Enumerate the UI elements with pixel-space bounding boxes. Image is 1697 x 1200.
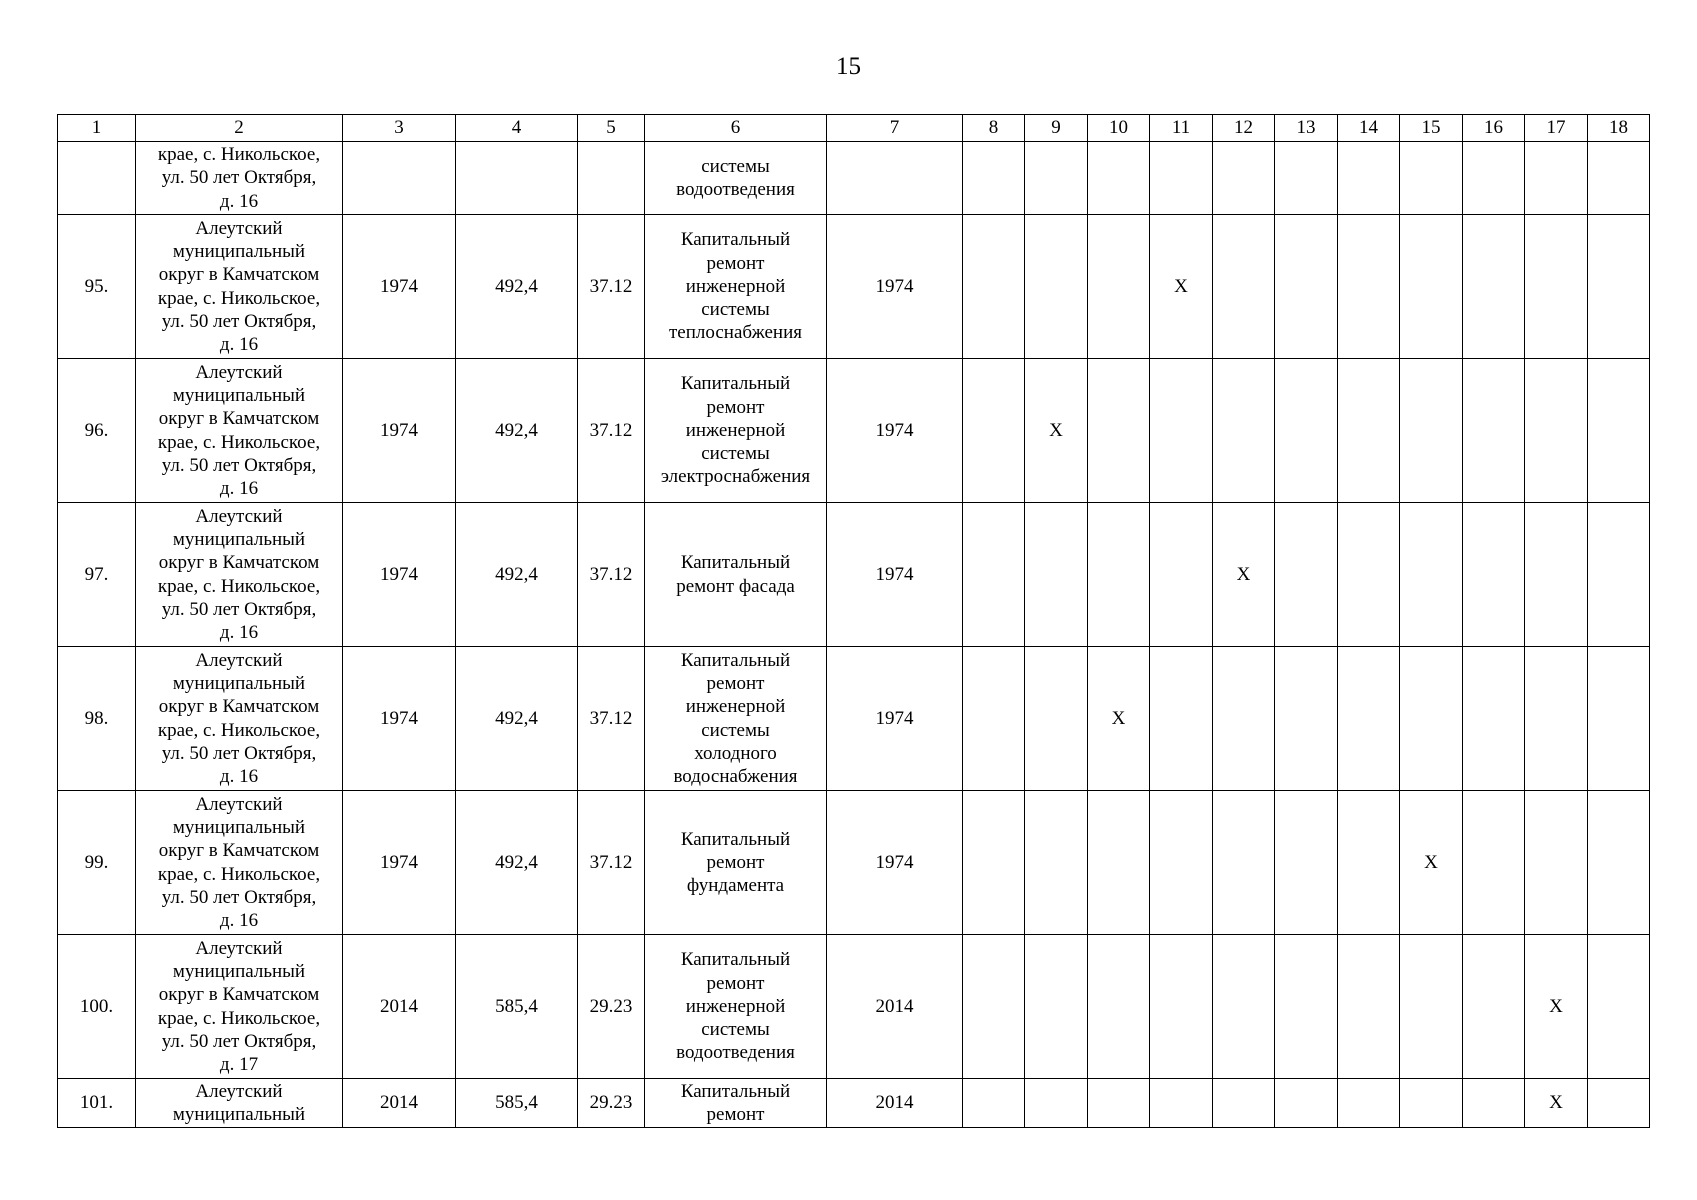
area-cell [456, 935, 578, 1079]
build-year-cell-text: 1974 [380, 419, 418, 441]
period-cell [1275, 503, 1338, 647]
period-cell [1463, 1079, 1525, 1128]
period-cell [1338, 1079, 1400, 1128]
period-mark: X [1111, 707, 1126, 729]
address-cell [136, 359, 343, 503]
year-cell-text: 1974 [875, 419, 914, 441]
work-type-cell-text: Капитальный ремонт фундамента [680, 828, 791, 897]
row-number-cell [58, 359, 136, 503]
address-cell-text: Алеутский муниципальный округ в Камчатском крае, с. Никольское, ул. 50 лет Октября, д. 16 [157, 505, 321, 643]
work-type-cell [645, 359, 827, 503]
period-mark: X [1174, 275, 1188, 297]
period-cell [1588, 215, 1650, 359]
header-cell: 8 [963, 115, 1025, 142]
period-cell [1025, 215, 1088, 359]
code-cell [578, 359, 645, 503]
address-cell-text: Алеутский муниципальный округ в Камчатском крае, с. Никольское, ул. 50 лет Октября, д. 16 [157, 361, 321, 499]
area-cell [456, 503, 578, 647]
period-cell [1025, 791, 1088, 935]
area-cell-text: 492,4 [495, 563, 538, 585]
year-cell [827, 935, 963, 1079]
header-cell: 14 [1338, 115, 1400, 142]
year-cell [827, 503, 963, 647]
code-cell [578, 503, 645, 647]
period-cell [1088, 935, 1150, 1079]
table-row [58, 647, 1650, 791]
area-cell-text: 492,4 [495, 275, 538, 297]
year-cell [827, 215, 963, 359]
work-type-cell-text: Капитальный ремонт [680, 1080, 791, 1125]
year-cell [827, 791, 963, 935]
period-cell [1338, 503, 1400, 647]
header-cell: 15 [1400, 115, 1463, 142]
row-number-cell-text: 99. [84, 851, 109, 873]
header-cell: 6 [645, 115, 827, 142]
period-cell [1088, 503, 1150, 647]
period-cell [1525, 647, 1588, 791]
period-cell [1150, 1079, 1213, 1128]
area-cell [456, 359, 578, 503]
table-row [58, 142, 1650, 215]
period-cell [1275, 215, 1338, 359]
area-cell-text: 492,4 [495, 419, 538, 441]
build-year-cell-text: 1974 [380, 275, 418, 297]
period-mark: X [1049, 419, 1063, 441]
period-cell [1088, 791, 1150, 935]
period-mark-cell [1525, 935, 1588, 1079]
code-cell-text: 29.23 [589, 995, 633, 1017]
row-number-cell-text: 95. [84, 275, 109, 297]
period-cell [1400, 359, 1463, 503]
header-cell: 4 [456, 115, 578, 142]
row-number-cell [58, 791, 136, 935]
period-cell [1525, 503, 1588, 647]
period-mark-cell [1525, 1079, 1588, 1128]
address-cell-text: Алеутский муниципальный округ в Камчатском крае, с. Никольское, ул. 50 лет Октября, д. 16 [157, 649, 321, 787]
address-cell [136, 647, 343, 791]
period-mark: X [1424, 851, 1438, 873]
header-cell: 7 [827, 115, 963, 142]
period-cell [1088, 142, 1150, 215]
period-mark: X [1549, 995, 1563, 1017]
table-row [58, 1079, 1650, 1128]
period-cell [1463, 503, 1525, 647]
period-cell [1275, 935, 1338, 1079]
period-cell [963, 935, 1025, 1079]
code-cell [578, 791, 645, 935]
address-cell-text: Алеутский муниципальный округ в Камчатском крае, с. Никольское, ул. 50 лет Октября, д. 16 [157, 793, 321, 931]
work-type-cell [645, 791, 827, 935]
period-mark-cell [1150, 215, 1213, 359]
work-type-cell [645, 503, 827, 647]
period-cell [1275, 142, 1338, 215]
row-number-cell [58, 1079, 136, 1128]
area-cell-text: 585,4 [495, 1092, 538, 1114]
header-cell: 16 [1463, 115, 1525, 142]
work-type-cell-text: Капитальный ремонт инженерной системы водоотведения [676, 949, 795, 1064]
row-number-cell-text: 101. [79, 1092, 114, 1114]
build-year-cell-text: 2014 [380, 995, 418, 1017]
area-cell-text: 585,4 [495, 995, 538, 1017]
header-cell: 10 [1088, 115, 1150, 142]
period-cell [1525, 142, 1588, 215]
year-cell-text: 1974 [875, 275, 914, 297]
row-number-cell [58, 503, 136, 647]
year-cell [827, 1079, 963, 1128]
period-cell [1213, 215, 1275, 359]
work-type-cell [645, 647, 827, 791]
period-cell [1025, 1079, 1088, 1128]
build-year-cell-text: 1974 [380, 563, 418, 585]
code-cell [578, 647, 645, 791]
period-cell [1338, 791, 1400, 935]
header-cell: 17 [1525, 115, 1588, 142]
area-cell [456, 215, 578, 359]
period-cell [1025, 935, 1088, 1079]
period-cell [1275, 359, 1338, 503]
area-cell-text: 492,4 [495, 851, 538, 873]
work-type-cell-text: системы водоотведения [676, 155, 795, 200]
capital-repair-table [57, 114, 1650, 1128]
build-year-cell [343, 791, 456, 935]
work-type-cell-text: Капитальный ремонт инженерной системы теплоснабжения [669, 229, 802, 344]
code-cell-text: 29.23 [589, 1092, 633, 1114]
address-cell [136, 935, 343, 1079]
header-cell: 12 [1213, 115, 1275, 142]
build-year-cell [343, 215, 456, 359]
period-cell [1025, 647, 1088, 791]
address-cell-text: крае, с. Никольское, ул. 50 лет Октября, д. 16 [157, 144, 321, 212]
period-mark-cell [1088, 647, 1150, 791]
row-number-cell [58, 647, 136, 791]
code-cell-text: 37.12 [589, 851, 633, 873]
period-cell [1088, 359, 1150, 503]
code-cell-text: 37.12 [589, 419, 633, 441]
period-cell [963, 142, 1025, 215]
year-cell [827, 142, 963, 215]
header-cell: 5 [578, 115, 645, 142]
period-cell [963, 215, 1025, 359]
code-cell [578, 215, 645, 359]
period-cell [1525, 791, 1588, 935]
period-mark: X [1236, 563, 1251, 585]
build-year-cell [343, 503, 456, 647]
period-cell [1088, 1079, 1150, 1128]
build-year-cell [343, 647, 456, 791]
row-number-cell-text: 97. [84, 563, 109, 585]
period-mark-cell [1025, 359, 1088, 503]
row-number-cell [58, 935, 136, 1079]
period-cell [963, 647, 1025, 791]
year-cell-text: 2014 [875, 995, 914, 1017]
code-cell [578, 1079, 645, 1128]
code-cell [578, 142, 645, 215]
period-cell [1588, 359, 1650, 503]
table-row [58, 935, 1650, 1079]
year-cell-text: 1974 [875, 563, 914, 585]
header-cell: 9 [1025, 115, 1088, 142]
build-year-cell-text: 2014 [380, 1092, 418, 1114]
period-cell [1025, 503, 1088, 647]
row-number-cell-text: 98. [84, 707, 109, 729]
period-cell [1400, 142, 1463, 215]
period-cell [1463, 142, 1525, 215]
header-cell: 1 [58, 115, 136, 142]
area-cell [456, 1079, 578, 1128]
period-cell [1025, 142, 1088, 215]
table-row [58, 359, 1650, 503]
period-mark: X [1549, 1092, 1563, 1114]
period-cell [1338, 142, 1400, 215]
period-cell [1400, 1079, 1463, 1128]
period-cell [1588, 791, 1650, 935]
header-cell: 2 [136, 115, 343, 142]
area-cell-text: 492,4 [495, 707, 538, 729]
period-cell [1213, 359, 1275, 503]
period-cell [1588, 647, 1650, 791]
period-cell [1338, 359, 1400, 503]
table-row [58, 791, 1650, 935]
area-cell [456, 142, 578, 215]
period-cell [1213, 647, 1275, 791]
period-cell [1338, 935, 1400, 1079]
code-cell [578, 935, 645, 1079]
build-year-cell [343, 359, 456, 503]
period-cell [1275, 1079, 1338, 1128]
period-cell [1213, 142, 1275, 215]
period-cell [1463, 215, 1525, 359]
period-cell [1150, 503, 1213, 647]
period-cell [1150, 359, 1213, 503]
header-cell: 3 [343, 115, 456, 142]
row-number-cell-text: 96. [84, 419, 109, 441]
period-cell [1463, 647, 1525, 791]
period-cell [1588, 503, 1650, 647]
header-cell: 13 [1275, 115, 1338, 142]
code-cell-text: 37.12 [589, 275, 633, 297]
build-year-cell-text: 1974 [380, 851, 418, 873]
address-cell-text: Алеутский муниципальный [172, 1080, 306, 1125]
work-type-cell-text: Капитальный ремонт фасада [676, 552, 795, 597]
row-number-cell [58, 215, 136, 359]
build-year-cell-text: 1974 [380, 707, 418, 729]
address-cell [136, 503, 343, 647]
address-cell-text: Алеутский муниципальный округ в Камчатском крае, с. Никольское, ул. 50 лет Октября, д. 17 [157, 937, 321, 1075]
year-cell-text: 2014 [875, 1092, 914, 1114]
period-cell [1525, 215, 1588, 359]
period-mark-cell [1213, 503, 1275, 647]
period-cell [1588, 142, 1650, 215]
period-cell [1088, 215, 1150, 359]
year-cell-text: 1974 [875, 851, 914, 873]
work-type-cell-text: Капитальный ремонт инженерной системы электроснабжения [660, 373, 811, 488]
address-cell [136, 791, 343, 935]
period-cell [1213, 935, 1275, 1079]
period-cell [1463, 935, 1525, 1079]
period-cell [963, 359, 1025, 503]
period-cell [1400, 647, 1463, 791]
period-cell [1213, 791, 1275, 935]
period-cell [1213, 1079, 1275, 1128]
period-cell [1400, 935, 1463, 1079]
row-number-cell [58, 142, 136, 215]
address-cell-text: Алеутский муниципальный округ в Камчатском крае, с. Никольское, ул. 50 лет Октября, д. 16 [157, 217, 321, 355]
header-cell: 18 [1588, 115, 1650, 142]
period-cell [1150, 647, 1213, 791]
address-cell [136, 215, 343, 359]
period-cell [1150, 935, 1213, 1079]
build-year-cell [343, 935, 456, 1079]
period-cell [1588, 1079, 1650, 1128]
period-cell [1463, 359, 1525, 503]
work-type-cell [645, 142, 827, 215]
table-row [58, 503, 1650, 647]
code-cell-text: 37.12 [589, 707, 633, 729]
work-type-cell [645, 1079, 827, 1128]
year-cell [827, 647, 963, 791]
period-cell [1338, 215, 1400, 359]
table-row [58, 215, 1650, 359]
area-cell [456, 791, 578, 935]
period-cell [1400, 215, 1463, 359]
period-mark-cell [1400, 791, 1463, 935]
period-cell [1275, 647, 1338, 791]
build-year-cell [343, 142, 456, 215]
period-cell [1588, 935, 1650, 1079]
year-cell-text: 1974 [875, 707, 914, 729]
period-cell [1400, 503, 1463, 647]
period-cell [1150, 142, 1213, 215]
page-number: 15 [836, 53, 861, 80]
work-type-cell-text: Капитальный ремонт инженерной системы холодного водоснабжения [673, 649, 798, 787]
period-cell [963, 1079, 1025, 1128]
work-type-cell [645, 935, 827, 1079]
period-cell [1150, 791, 1213, 935]
period-cell [1338, 647, 1400, 791]
period-cell [1525, 359, 1588, 503]
row-number-cell-text: 100. [79, 995, 114, 1017]
period-cell [963, 503, 1025, 647]
code-cell-text: 37.12 [589, 563, 633, 585]
period-cell [963, 791, 1025, 935]
area-cell [456, 647, 578, 791]
build-year-cell [343, 1079, 456, 1128]
header-cell: 11 [1150, 115, 1213, 142]
work-type-cell [645, 215, 827, 359]
address-cell [136, 142, 343, 215]
period-cell [1463, 791, 1525, 935]
address-cell [136, 1079, 343, 1128]
period-cell [1275, 791, 1338, 935]
header-row [58, 115, 1650, 142]
year-cell [827, 359, 963, 503]
